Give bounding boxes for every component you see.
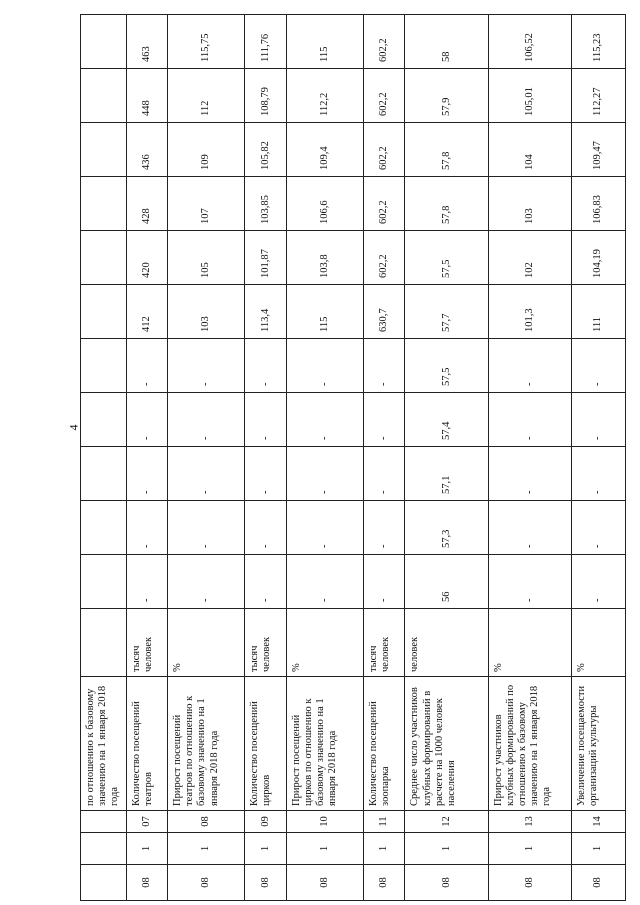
value-cell: - — [363, 447, 405, 501]
unit-cell: % — [488, 609, 571, 677]
value-cell — [81, 393, 127, 447]
value-cell: 111 — [571, 285, 625, 339]
unit-cell: тысяч человек — [363, 609, 405, 677]
value-cell — [81, 285, 127, 339]
value-cell: - — [245, 447, 287, 501]
value-cell: 115 — [286, 15, 363, 69]
value-cell: - — [168, 393, 245, 447]
value-cell: - — [363, 339, 405, 393]
code-section-cell: 08 — [126, 865, 168, 901]
value-cell: 56 — [405, 555, 488, 609]
value-cell: 428 — [126, 177, 168, 231]
code-sub-cell: 1 — [168, 833, 245, 865]
value-cell: 106,6 — [286, 177, 363, 231]
value-cell: - — [571, 555, 625, 609]
code-section-cell: 08 — [363, 865, 405, 901]
unit-cell: % — [168, 609, 245, 677]
table-row — [245, 15, 287, 901]
code-indicator-cell: 14 — [571, 811, 625, 833]
value-cell: - — [488, 555, 571, 609]
value-cell: - — [126, 555, 168, 609]
value-cell: 109,47 — [571, 123, 625, 177]
value-cell: 107 — [168, 177, 245, 231]
code-section-cell: 08 — [245, 865, 287, 901]
value-cell: 102 — [488, 231, 571, 285]
code-sub-cell — [81, 833, 127, 865]
code-section-cell — [81, 865, 127, 901]
value-cell: - — [126, 393, 168, 447]
code-sub-cell: 1 — [405, 833, 488, 865]
value-cell: 630,7 — [363, 285, 405, 339]
value-cell: 57,8 — [405, 177, 488, 231]
value-cell: - — [488, 339, 571, 393]
code-indicator-cell — [81, 811, 127, 833]
code-indicator-cell: 09 — [245, 811, 287, 833]
value-cell: - — [168, 339, 245, 393]
indicator-name-cell: Увеличение посещаемости организаций культуры — [571, 677, 625, 811]
indicator-table — [80, 14, 626, 901]
code-indicator-cell: 13 — [488, 811, 571, 833]
value-cell: 101,3 — [488, 285, 571, 339]
table-row — [126, 15, 168, 901]
value-cell: - — [286, 339, 363, 393]
value-cell: 57,5 — [405, 231, 488, 285]
code-sub-cell: 1 — [488, 833, 571, 865]
value-cell: - — [245, 501, 287, 555]
indicator-name-cell: Количество посещений цирков — [245, 677, 287, 811]
code-indicator-cell: 11 — [363, 811, 405, 833]
value-cell: - — [168, 501, 245, 555]
table-row — [168, 15, 245, 901]
value-cell: 57,5 — [405, 339, 488, 393]
value-cell: 463 — [126, 15, 168, 69]
value-cell: 111,76 — [245, 15, 287, 69]
code-sub-cell: 1 — [286, 833, 363, 865]
value-cell: 57,8 — [405, 123, 488, 177]
value-cell: 103,85 — [245, 177, 287, 231]
value-cell: 58 — [405, 15, 488, 69]
value-cell: 602,2 — [363, 15, 405, 69]
value-cell — [81, 177, 127, 231]
value-cell: - — [571, 447, 625, 501]
indicator-name-cell: Среднее число участников клубных формирований в расчете на 1000 человек населения — [405, 677, 488, 811]
value-cell — [81, 339, 127, 393]
value-cell: 105,82 — [245, 123, 287, 177]
table-row — [405, 15, 488, 901]
code-indicator-cell: 07 — [126, 811, 168, 833]
page-number: 4 — [66, 424, 81, 431]
indicator-name-cell: по отношению к базовому значению на 1 января 2018 года — [81, 677, 127, 811]
value-cell: 103 — [488, 177, 571, 231]
table-row — [571, 15, 625, 901]
value-cell: - — [363, 555, 405, 609]
indicator-name-cell: Количество посещений театров — [126, 677, 168, 811]
value-cell: 57,9 — [405, 69, 488, 123]
code-indicator-cell: 12 — [405, 811, 488, 833]
unit-cell: тысяч человек — [126, 609, 168, 677]
indicator-name-cell: Количество посещений зоопарка — [363, 677, 405, 811]
value-cell: - — [286, 501, 363, 555]
value-cell: - — [168, 555, 245, 609]
value-cell: 105 — [168, 231, 245, 285]
value-cell: - — [245, 555, 287, 609]
value-cell — [81, 123, 127, 177]
value-cell: 602,2 — [363, 177, 405, 231]
indicator-name-cell: Прирост посещений цирков по отношению к базовому значению на 1 января 2018 года — [286, 677, 363, 811]
code-section-cell: 08 — [286, 865, 363, 901]
value-cell: 103 — [168, 285, 245, 339]
value-cell: 436 — [126, 123, 168, 177]
value-cell: - — [286, 447, 363, 501]
value-cell: - — [168, 447, 245, 501]
value-cell: 106,52 — [488, 15, 571, 69]
value-cell: 109,4 — [286, 123, 363, 177]
indicator-name-cell: Прирост посещений театров по отношению к базовому значению на 1 января 2018 года — [168, 677, 245, 811]
value-cell: 103,8 — [286, 231, 363, 285]
value-cell: - — [571, 393, 625, 447]
unit-cell — [81, 609, 127, 677]
code-sub-cell: 1 — [571, 833, 625, 865]
value-cell: - — [126, 447, 168, 501]
value-cell: 109 — [168, 123, 245, 177]
value-cell: 57,7 — [405, 285, 488, 339]
value-cell: 115,23 — [571, 15, 625, 69]
value-cell: - — [488, 501, 571, 555]
value-cell: - — [363, 393, 405, 447]
value-cell: 448 — [126, 69, 168, 123]
value-cell: 57,1 — [405, 447, 488, 501]
value-cell: 602,2 — [363, 123, 405, 177]
unit-cell: % — [571, 609, 625, 677]
indicator-table-wrapper — [80, 15, 626, 901]
value-cell: 104,19 — [571, 231, 625, 285]
value-cell: 104 — [488, 123, 571, 177]
value-cell: 106,83 — [571, 177, 625, 231]
value-cell: 112,27 — [571, 69, 625, 123]
value-cell: - — [245, 339, 287, 393]
table-row — [363, 15, 405, 901]
value-cell — [81, 447, 127, 501]
unit-cell: человек — [405, 609, 488, 677]
value-cell: - — [488, 447, 571, 501]
value-cell: 57,4 — [405, 393, 488, 447]
value-cell: - — [245, 393, 287, 447]
value-cell: 113,4 — [245, 285, 287, 339]
unit-cell: % — [286, 609, 363, 677]
code-section-cell: 08 — [405, 865, 488, 901]
value-cell: 420 — [126, 231, 168, 285]
code-sub-cell: 1 — [245, 833, 287, 865]
value-cell — [81, 501, 127, 555]
code-indicator-cell: 08 — [168, 811, 245, 833]
value-cell: - — [363, 501, 405, 555]
value-cell — [81, 69, 127, 123]
value-cell: 602,2 — [363, 231, 405, 285]
unit-cell: тысяч человек — [245, 609, 287, 677]
value-cell: - — [126, 501, 168, 555]
value-cell: 105,01 — [488, 69, 571, 123]
code-section-cell: 08 — [488, 865, 571, 901]
value-cell: - — [488, 393, 571, 447]
value-cell: - — [286, 555, 363, 609]
value-cell: - — [126, 339, 168, 393]
code-sub-cell: 1 — [126, 833, 168, 865]
value-cell — [81, 555, 127, 609]
value-cell: - — [571, 339, 625, 393]
value-cell: - — [286, 393, 363, 447]
value-cell: 115,75 — [168, 15, 245, 69]
code-indicator-cell: 10 — [286, 811, 363, 833]
value-cell: 101,87 — [245, 231, 287, 285]
table-row — [286, 15, 363, 901]
table-row — [488, 15, 571, 901]
code-sub-cell: 1 — [363, 833, 405, 865]
code-section-cell: 08 — [571, 865, 625, 901]
value-cell: 112 — [168, 69, 245, 123]
value-cell: - — [571, 501, 625, 555]
value-cell: 108,79 — [245, 69, 287, 123]
value-cell — [81, 15, 127, 69]
table-row — [81, 15, 127, 901]
value-cell: 412 — [126, 285, 168, 339]
value-cell: 602,2 — [363, 69, 405, 123]
code-section-cell: 08 — [168, 865, 245, 901]
value-cell: 57,3 — [405, 501, 488, 555]
indicator-name-cell: Прирост участников клубных формирований по отношению к базовому значению на 1 января 2018 года — [488, 677, 571, 811]
value-cell — [81, 231, 127, 285]
value-cell: 115 — [286, 285, 363, 339]
value-cell: 112,2 — [286, 69, 363, 123]
